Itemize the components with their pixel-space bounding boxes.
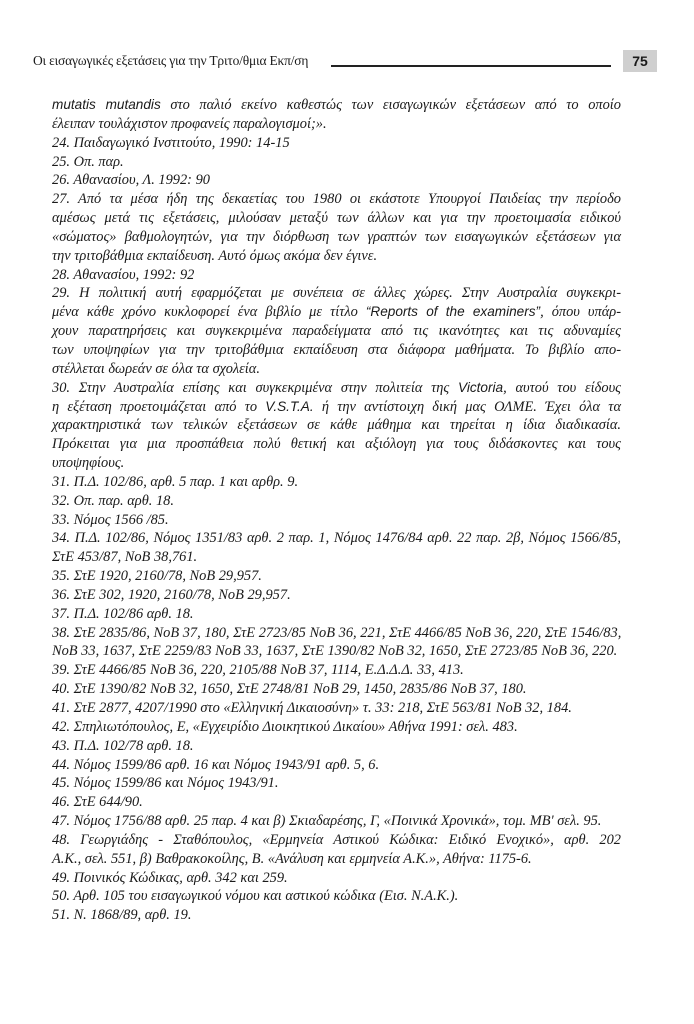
note-text: 43. Π.Δ. 102/78 αρθ. 18.: [52, 737, 194, 754]
note-text: 37. Π.Δ. 102/86 αρθ. 18.: [52, 605, 194, 622]
note-32: [52, 492, 621, 511]
note-line: [52, 699, 621, 718]
note-42: [52, 718, 621, 737]
note-line: [52, 473, 621, 492]
note-line: [52, 228, 621, 247]
note-text: 40. ΣτΕ 1390/82 ΝοΒ 32, 1650, ΣτΕ 2748/81 ΝοΒ 29, 1450, 2835/86 ΝοΒ 37, 180.: [52, 681, 527, 698]
note-50: [52, 887, 621, 906]
note-line: [52, 812, 621, 831]
note-line: [52, 642, 621, 661]
note-text: 33. Νόμος 1566 /85.: [52, 511, 169, 528]
note-text: , όπου υπάρ-: [540, 304, 622, 321]
note-text: 31. Π.Δ. 102/86, αρθ. 5 παρ. 1 και αρθρ. 9.: [52, 473, 299, 490]
note-text: 26. Αθανασίου, Λ. 1992: 90: [52, 172, 210, 189]
note-line: [52, 398, 621, 417]
note-text: ΝοΒ 33, 1637, ΣτΕ 2259/83 ΝοΒ 33, 1637, ΣτΕ 1390/82 ΝοΒ 32, 1650, ΣτΕ 2723/85 ΝοΒ 36, 220.: [52, 643, 618, 660]
note-line: [52, 906, 621, 925]
note-text: 45. Νόμος 1599/86 και Νόμος 1943/91.: [52, 775, 279, 792]
note-line: [52, 341, 621, 360]
note-line: [52, 209, 621, 228]
note-text: ΣτΕ 453/87, ΝοΒ 38,761.: [52, 549, 198, 566]
note-line: [52, 284, 621, 303]
page-number: 75: [623, 50, 657, 72]
note-line: [52, 435, 621, 454]
note-line: [52, 887, 621, 906]
note-37: [52, 605, 621, 624]
note-line: [52, 793, 621, 812]
note-text: 24. Παιδαγωγικό Ινστιτούτο, 1990: 14-15: [52, 134, 290, 151]
note-34: [52, 529, 621, 567]
note-line: [52, 756, 621, 775]
latin-term: “Reports of the examiners”: [365, 304, 541, 320]
note-text: αμέσως μετά τις εξετάσεις, μιλούσαν μεταξύ των άλλων και για την προετοιμασία ειδικού: [52, 210, 621, 227]
latin-term: mutatis mutandis: [52, 97, 161, 112]
note-line: [52, 529, 621, 548]
note-line: [52, 416, 621, 435]
note-line: [52, 492, 621, 511]
note-text: στο παλιό εκείνο καθεστώς των εισαγωγικών εξετάσεων από το οποίο: [160, 97, 621, 113]
note-text: ή την αντίστοιχη δική μας ΟΛΜΕ. Έχει όλα τα: [313, 398, 621, 415]
note-text: 39. ΣτΕ 4466/85 ΝοΒ 36, 220, 2105/88 ΝοΒ 37, 1114, Ε.Δ.Δ.Δ. 33, 413.: [52, 662, 464, 679]
note-27: [52, 190, 621, 265]
note-line: [52, 869, 621, 888]
note-text: μένα κάθε χρόνο κυκλοφορεί ένα βιβλίο με τίτλο: [52, 304, 366, 321]
note-39: [52, 661, 621, 680]
note-line: [52, 737, 621, 756]
latin-term: Victoria: [458, 379, 504, 395]
note-line: [52, 171, 621, 190]
note-33: [52, 511, 621, 530]
note-text: 34. Π.Δ. 102/86, Νόμος 1351/83 αρθ. 2 παρ. 1, Νόμος 1476/84 αρθ. 22 παρ. 2β, Νόμος 1566/85,: [52, 530, 621, 547]
note-29: [52, 284, 621, 378]
note-text: 46. ΣτΕ 644/90.: [52, 794, 143, 811]
note-line: [52, 567, 621, 586]
note-text: 32. Οπ. παρ. αρθ. 18.: [52, 492, 174, 509]
note-line: [52, 115, 621, 134]
note-line: [52, 190, 621, 209]
note-text: έλειπαν τουλάχιστον προφανείς παραλογισμοί;».: [52, 115, 327, 132]
note-36: [52, 586, 621, 605]
note-text: 41. ΣτΕ 2877, 4207/1990 στο «Ελληνική Δικαιοσύνη» τ. 33: 218, ΣτΕ 563/81 ΝοΒ 32, 184.: [52, 700, 572, 716]
note-line: [52, 586, 621, 605]
note-line: [52, 718, 621, 737]
note-35: [52, 567, 621, 586]
note-30: [52, 379, 621, 473]
note-text: , αυτού του είδους: [503, 379, 622, 396]
note-line: [52, 454, 621, 473]
note-text: 42. Σπηλιωτόπουλος, Ε, «Εγχειρίδιο Διοικητικού Δικαίου» Αθήνα 1991: σελ. 483.: [52, 718, 518, 735]
note-line: [52, 266, 621, 285]
note-51: [52, 906, 621, 925]
note-text: 25. Οπ. παρ.: [52, 153, 124, 170]
note-47: [52, 812, 621, 831]
note-line: [52, 511, 621, 530]
note-line: [52, 831, 621, 850]
note-41: [52, 699, 621, 718]
note-text: 51. Ν. 1868/89, αρθ. 19.: [52, 907, 192, 924]
note-text: 48. Γεωργιάδης - Σταθόπουλος, «Ερμηνεία Αστικού Κώδικα: Ειδικό Ενοχικό», αρθ. 202: [52, 831, 621, 848]
endnotes: [52, 96, 621, 925]
note-line: [52, 322, 621, 341]
note-line: [52, 661, 621, 680]
note-line: [52, 153, 621, 172]
note-line: [52, 624, 621, 643]
note-38: [52, 624, 621, 662]
latin-term: V.S.T.A.: [265, 398, 314, 414]
note-text: Α.Κ., σελ. 551, β) Βαθρακοκοίλης, Β. «Ανάλυση και ερμηνεία Α.Κ.», Αθήνα: 1175-6.: [52, 850, 532, 867]
note-text: των υποψηφίων για την τριτοβάθμια εκπαίδευση στα διάφορα μαθήματα. Το βιβλίο απο-: [52, 341, 621, 358]
note-text: «σώματος» βαθμολογητών, για την διόρθωση των γραπτών των εισαγωγικών εξετάσεων για: [52, 228, 621, 245]
note-line: [52, 680, 621, 699]
note-46: [52, 793, 621, 812]
note-text: 50. Αρθ. 105 του εισαγωγικού νόμου και αστικού κώδικα (Εισ. Ν.Α.Κ.).: [52, 888, 459, 905]
note-text: 29. Η πολιτική αυτή εφαρμόζεται με συνέπεια σε άλλες χώρες. Στην Αυστραλία συγκεκρι-: [52, 285, 621, 302]
note-text: 36. ΣτΕ 302, 1920, 2160/78, ΝοΒ 29,957.: [52, 586, 291, 603]
running-title: Οι εισαγωγικές εξετάσεις για την Τριτο/θμια Εκπ/ση: [33, 53, 309, 68]
note-text: 49. Ποινικός Κώδικας, αρθ. 342 και 259.: [52, 869, 288, 886]
note-line: [52, 850, 621, 869]
note-text: Πρόκειται για μια προσπάθεια πολύ θετική και αξιόλογη για τους διδάσκοντες και τους: [52, 436, 621, 453]
note-text: 38. ΣτΕ 2835/86, ΝοΒ 37, 180, ΣτΕ 2723/85 ΝοΒ 36, 221, ΣτΕ 4466/85 ΝοΒ 36, 220, ΣτΕ 1546/83,: [52, 624, 622, 641]
note-text: υποψηφίους.: [52, 455, 125, 472]
note-line: [52, 774, 621, 793]
note-text: χουν παρατηρήσεις και συγκεκριμένα παραδείγματα από τις ικανότητες και τις αδυναμίες: [52, 323, 621, 340]
note-line: [52, 360, 621, 379]
note-43: [52, 737, 621, 756]
note-28: [52, 266, 621, 285]
note-45: [52, 774, 621, 793]
note-line: [52, 548, 621, 567]
note-line: [52, 605, 621, 624]
note-line: [52, 247, 621, 266]
note-text: χαρακτηριστικά των τελικών εξετάσεων σε κάθε μάθημα και τηρείται η ίδια διαδικασία.: [52, 417, 621, 434]
note-text: 35. ΣτΕ 1920, 2160/78, ΝοΒ 29,957.: [52, 568, 262, 585]
running-header: [33, 50, 663, 74]
note-40: [52, 680, 621, 699]
note-26: [52, 171, 621, 190]
note-25: [52, 153, 621, 172]
header-rule: [331, 65, 611, 67]
note-44: [52, 756, 621, 775]
note-49: [52, 869, 621, 888]
note-31: [52, 473, 621, 492]
note-text: 27. Από τα μέσα ήδη της δεκαετίας του 1980 οι εκάστοτε Υπουργοί Παιδείας την περίοδο: [52, 191, 621, 208]
note-text: την τριτοβάθμια εκπαίδευση. Αυτό όμως ακόμα δεν έγινε.: [52, 247, 378, 264]
note-48: [52, 831, 621, 869]
note-line: [52, 303, 621, 322]
note-text: 44. Νόμος 1599/86 αρθ. 16 και Νόμος 1943/91 αρθ. 5, 6.: [52, 756, 380, 773]
note-text: στέλλεται δωρεάν σε όλα τα σχολεία.: [52, 360, 260, 377]
note-24: [52, 134, 621, 153]
note-23-continued: [52, 96, 621, 134]
note-text: 30. Στην Αυστραλία επίσης και συγκεκριμένα στην πολιτεία της: [52, 379, 459, 396]
note-text: 47. Νόμος 1756/88 αρθ. 25 παρ. 4 και β) Σκιαδαρέσης, Γ, «Ποινικά Χρονικά», τομ. ΜΒ' σελ. 95.: [52, 813, 602, 830]
note-line: [52, 134, 621, 153]
note-line: [52, 379, 621, 398]
note-line: [52, 96, 621, 115]
note-text: η εξέταση προετοιμάζεται από το: [52, 398, 266, 415]
note-text: 28. Αθανασίου, 1992: 92: [52, 266, 195, 283]
